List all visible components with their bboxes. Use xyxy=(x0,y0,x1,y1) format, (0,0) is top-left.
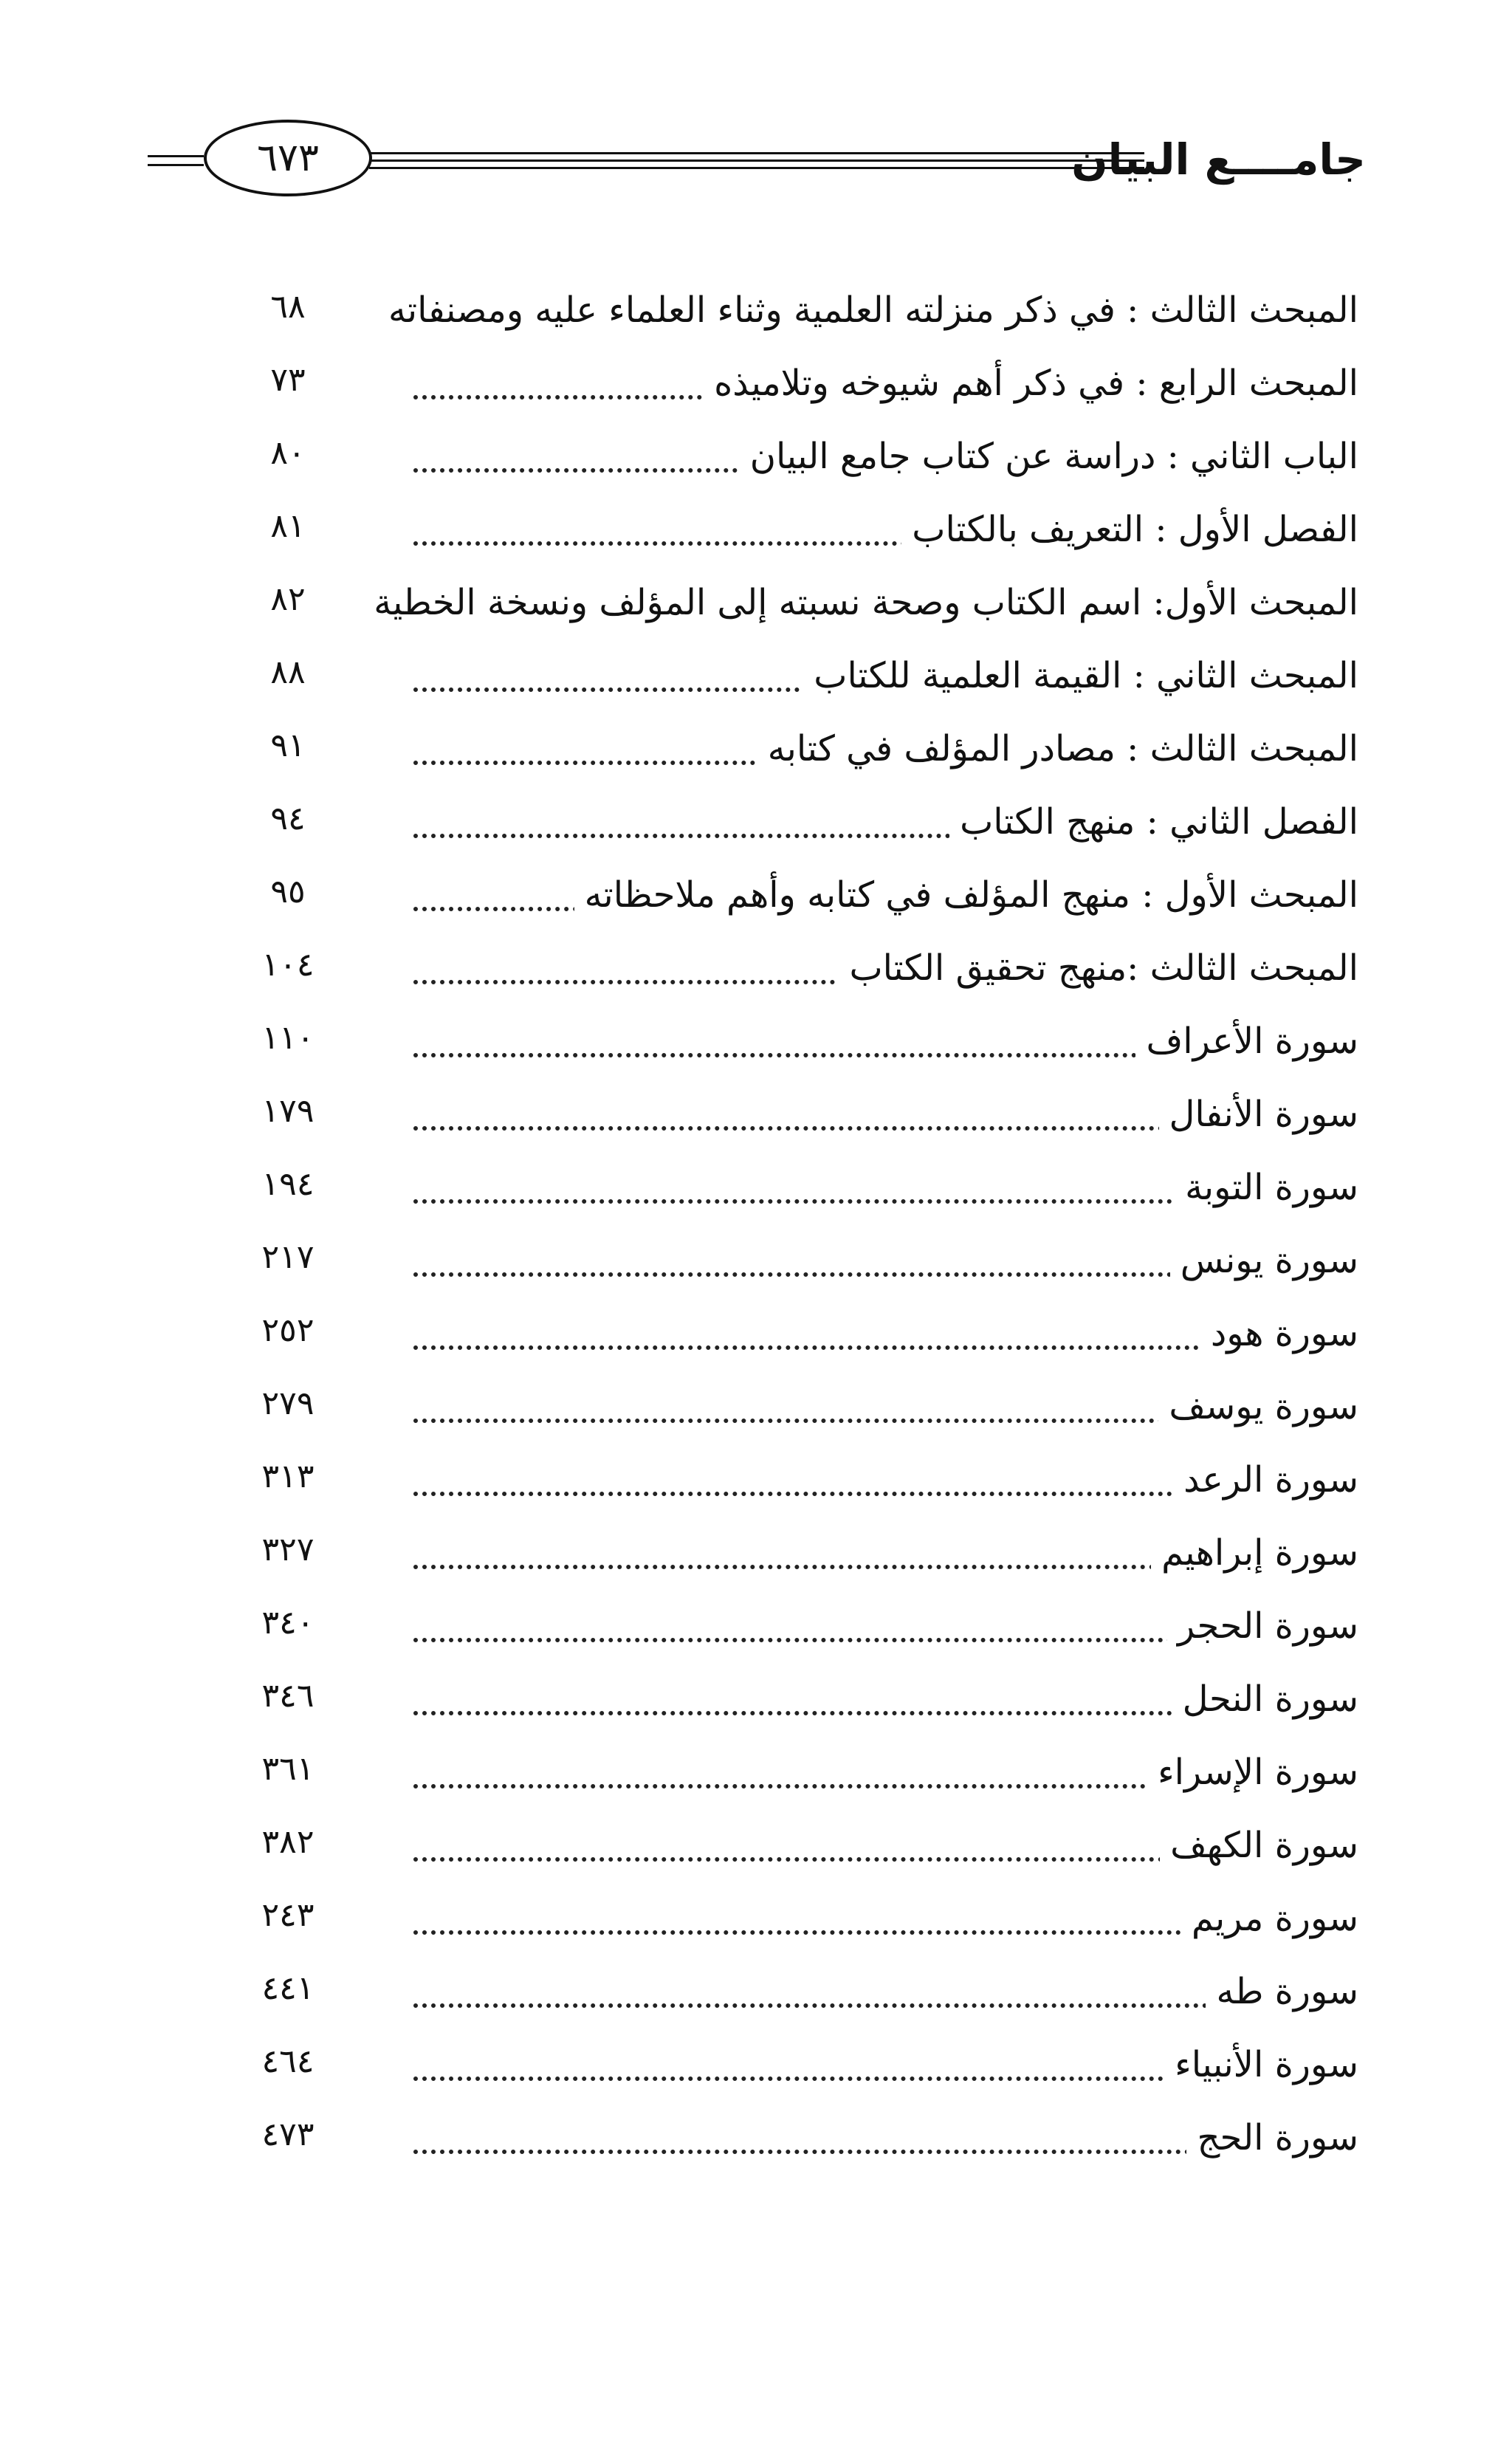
entry-page-number: ٤٤١ xyxy=(261,1969,315,2007)
entry-page-number: ٨٨ xyxy=(270,654,306,691)
entry-title: سورة يونس xyxy=(1170,1237,1358,1284)
entry-title: سورة هود xyxy=(1200,1310,1358,1357)
header-rule xyxy=(369,167,1144,169)
toc-entry xyxy=(244,865,1358,939)
entry-page-number: ١٩٤ xyxy=(261,1165,315,1203)
entry-title: المبحث الثاني : القيمة العلمية للكتاب xyxy=(803,652,1358,699)
entry-title: المبحث الأول: اسم الكتاب وصحة نسبته إلى المؤلف ونسخة الخطية xyxy=(363,579,1358,626)
page-number: ٦٧٣ xyxy=(204,120,372,196)
header-rule xyxy=(369,160,1144,162)
toc-entry xyxy=(244,573,1358,646)
entry-title: الفصل الأول : التعريف بالكتاب xyxy=(901,506,1358,553)
entry-page-number: ٤٦٤ xyxy=(261,2043,315,2080)
toc-entry xyxy=(244,354,1358,427)
page-header xyxy=(148,111,1366,207)
entry-page-number: ٣٤٦ xyxy=(261,1677,315,1715)
entry-title: سورة الأنفال xyxy=(1159,1091,1358,1138)
running-title: جامــــع البيان xyxy=(1071,134,1366,185)
entry-page-number: ٩١ xyxy=(270,727,306,764)
entry-title: سورة الحج xyxy=(1186,2114,1358,2161)
entry-page-number: ٨١ xyxy=(270,507,306,545)
entry-title: سورة الإسراء xyxy=(1147,1749,1358,1796)
entry-page-number: ٩٥ xyxy=(270,873,306,910)
entry-title: المبحث الأول : منهج المؤلف في كتابه وأهم ملاحظاته xyxy=(574,871,1358,919)
toc-entry xyxy=(244,646,1358,719)
entry-title: سورة الحجر xyxy=(1167,1602,1358,1650)
entry-title: سورة مريم xyxy=(1181,1895,1358,1942)
entry-page-number: ٧٣ xyxy=(270,361,306,399)
entry-title: المبحث الرابع : في ذكر أهم شيوخه وتلاميذه xyxy=(704,360,1358,407)
entry-title: سورة الرعد xyxy=(1173,1456,1358,1503)
entry-title: سورة الكهف xyxy=(1160,1822,1358,1869)
toc-entry xyxy=(244,1962,1358,2035)
entry-title: سورة الأعراف xyxy=(1135,1018,1358,1065)
toc-entry xyxy=(244,792,1358,865)
header-rule-left xyxy=(148,164,204,166)
toc-entry xyxy=(244,427,1358,500)
toc-entry xyxy=(244,1304,1358,1377)
table-of-contents xyxy=(244,281,1358,2181)
entry-page-number: ٢٤٣ xyxy=(261,1896,315,1934)
toc-entry xyxy=(244,281,1358,354)
toc-entry xyxy=(244,1012,1358,1085)
entry-page-number: ٦٨ xyxy=(270,288,306,326)
entry-title: سورة التوبة xyxy=(1175,1164,1358,1211)
entry-page-number: ٨٢ xyxy=(270,580,306,618)
entry-title: المبحث الثالث :منهج تحقيق الكتاب xyxy=(839,944,1358,992)
entry-title: الباب الثاني : دراسة عن كتاب جامع البيان xyxy=(740,433,1358,480)
entry-page-number: ٣٢٧ xyxy=(261,1531,315,1568)
header-rule xyxy=(369,152,1144,154)
toc-entry xyxy=(244,500,1358,573)
toc-entry xyxy=(244,719,1358,792)
entry-title: المبحث الثالث : مصادر المؤلف في كتابه xyxy=(757,725,1358,772)
entry-title: سورة يوسف xyxy=(1158,1383,1358,1430)
toc-entry xyxy=(244,1597,1358,1670)
entry-page-number: ٤٧٣ xyxy=(261,2116,315,2153)
header-rule-left xyxy=(148,155,204,157)
toc-entry xyxy=(244,1085,1358,1158)
toc-entry xyxy=(244,1523,1358,1597)
entry-page-number: ١١٠ xyxy=(261,1019,315,1057)
entry-page-number: ١٠٤ xyxy=(261,946,315,984)
entry-title: سورة الأنبياء xyxy=(1164,2041,1358,2088)
entry-title: سورة إبراهيم xyxy=(1151,1529,1358,1577)
entry-page-number: ١٧٩ xyxy=(261,1092,315,1130)
entry-page-number: ٣٤٠ xyxy=(261,1604,315,1642)
toc-entry xyxy=(244,1670,1358,1743)
entry-title: سورة النحل xyxy=(1172,1676,1358,1723)
toc-entry xyxy=(244,939,1358,1012)
entry-page-number: ٣١٣ xyxy=(261,1458,315,1495)
toc-entry xyxy=(244,1158,1358,1231)
entry-page-number: ٣٨٢ xyxy=(261,1823,315,1861)
toc-entry xyxy=(244,1889,1358,1962)
entry-page-number: ٣٦١ xyxy=(261,1750,315,1788)
toc-entry xyxy=(244,2108,1358,2181)
toc-entry xyxy=(244,1377,1358,1450)
entry-title: سورة طه xyxy=(1206,1968,1358,2015)
toc-entry xyxy=(244,1816,1358,1889)
entry-page-number: ٢٧٩ xyxy=(261,1385,315,1422)
entry-title: المبحث الثالث : في ذكر منزلته العلمية وثناء العلماء عليه ومصنفاته xyxy=(378,287,1358,334)
entry-title: الفصل الثاني : منهج الكتاب xyxy=(949,798,1358,846)
entry-page-number: ٨٠ xyxy=(270,434,306,472)
entry-page-number: ٩٤ xyxy=(270,800,306,837)
entry-page-number: ٢٥٢ xyxy=(261,1311,315,1349)
entry-page-number: ٢١٧ xyxy=(261,1238,315,1276)
toc-entry xyxy=(244,1231,1358,1304)
toc-entry xyxy=(244,1450,1358,1523)
toc-entry xyxy=(244,1743,1358,1816)
toc-entry xyxy=(244,2035,1358,2108)
